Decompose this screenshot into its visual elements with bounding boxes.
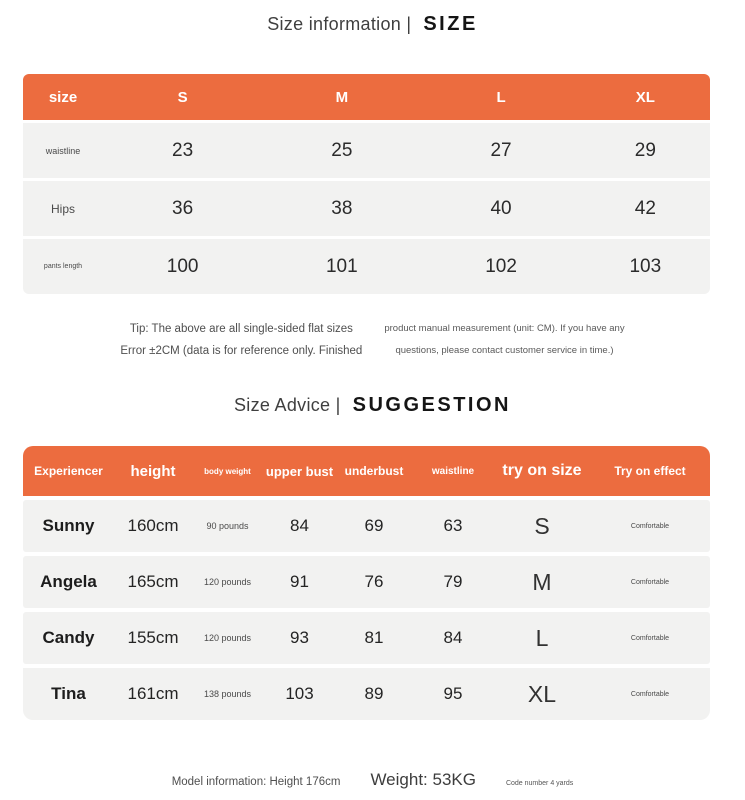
waistline-xl: 29 [634, 139, 656, 161]
height-value: 165cm [127, 572, 179, 591]
size-table [23, 74, 710, 294]
title-size-advice: Size Advice | [234, 395, 341, 415]
measurement-tip [0, 318, 745, 362]
try-on-size-value: XL [527, 680, 557, 707]
size-table-row-pants-length [23, 239, 710, 294]
header-underbust: underbust [344, 464, 404, 478]
height-value: 155cm [127, 628, 179, 647]
waistline-l: 27 [490, 139, 512, 161]
try-on-effect-value: Comfortable [630, 690, 670, 698]
header-m: M [335, 88, 349, 106]
tip-line-1: Tip: The above are all single-sided flat sizes [129, 323, 353, 335]
header-waistline: waistline [431, 465, 475, 477]
tip-line-2: Error ±2CM (data is for reference only. Finished [120, 345, 363, 357]
experiencer-name: Angela [40, 572, 97, 591]
try-on-effect-value: Comfortable [630, 578, 670, 586]
pants-length-s: 100 [166, 255, 199, 277]
pants-length-l: 102 [485, 255, 517, 277]
pants-length-xl: 103 [629, 255, 662, 277]
underbust-value: 69 [364, 516, 384, 535]
try-on-effect-value: Comfortable [630, 522, 670, 530]
waistline-s: 23 [172, 139, 194, 161]
model-info-text: Model information: Height 176cm [171, 776, 341, 788]
underbust-value: 81 [364, 628, 384, 647]
upper-bust-value: 84 [290, 516, 309, 535]
suggestion-table [23, 446, 710, 720]
try-on-size-value: M [532, 568, 552, 595]
try-on-size-value: S [534, 512, 550, 539]
try-on-effect-value: Comfortable [630, 634, 670, 642]
body-weight-value: 90 pounds [206, 521, 249, 531]
height-value: 161cm [127, 684, 179, 703]
row-label: pants length [43, 263, 83, 270]
header-xl: XL [635, 88, 655, 106]
tip-line-4: questions, please contact customer service in time.) [395, 345, 614, 356]
experiencer-name: Candy [42, 628, 95, 647]
waistline-value: 79 [443, 572, 463, 591]
code-number-text: Code number 4 yards [505, 780, 574, 787]
upper-bust-value: 91 [290, 572, 309, 591]
underbust-value: 89 [364, 684, 384, 703]
size-table-header [23, 74, 710, 120]
size-table-row-hips [23, 181, 710, 236]
suggestion-row-sunny [23, 500, 710, 552]
hips-xl: 42 [634, 197, 656, 219]
header-height: height [130, 462, 176, 480]
suggestion-row-angela [23, 556, 710, 608]
upper-bust-value: 103 [285, 684, 314, 703]
hips-m: 38 [331, 197, 353, 219]
header-try-on-size: try on size [502, 462, 582, 479]
header-s: S [177, 88, 188, 106]
header-size: size [48, 88, 78, 106]
row-label: waistline [45, 145, 81, 156]
body-weight-value: 120 pounds [203, 577, 252, 587]
header-upper-bust: upper bust [265, 463, 334, 479]
try-on-size-value: L [535, 624, 549, 651]
suggestion-row-tina [23, 668, 710, 720]
header-l: L [496, 88, 506, 106]
waistline-m: 25 [331, 139, 353, 161]
waistline-value: 63 [443, 516, 463, 535]
tip-right-column [384, 318, 624, 362]
waistline-value: 95 [443, 684, 463, 703]
title-suggestion: SUGGESTION [352, 394, 511, 416]
body-weight-value: 138 pounds [203, 689, 252, 699]
tip-line-3: product manual measurement (unit: CM). If you have any [384, 323, 625, 334]
title-size-information: Size information | [267, 14, 412, 34]
height-value: 160cm [127, 516, 179, 535]
header-experiencer: Experiencer [34, 464, 103, 478]
tip-left-column [120, 318, 362, 362]
pants-length-m: 101 [325, 255, 358, 277]
waistline-value: 84 [443, 628, 463, 647]
hips-l: 40 [490, 197, 512, 219]
experiencer-name: Tina [51, 684, 86, 703]
suggestion-row-candy [23, 612, 710, 664]
suggestion-table-header [23, 446, 710, 496]
model-weight-text: Weight: 53KG [370, 770, 476, 789]
size-information-title [0, 0, 745, 36]
underbust-value: 76 [364, 572, 384, 591]
size-table-row-waistline [23, 123, 710, 178]
title-size: SIZE [423, 13, 478, 35]
size-advice-title [0, 394, 745, 417]
experiencer-name: Sunny [42, 516, 95, 535]
row-label: Hips [50, 201, 75, 216]
header-try-on-effect: Try on effect [614, 464, 686, 478]
model-information [0, 770, 745, 790]
header-body-weight: body weight [204, 466, 251, 476]
body-weight-value: 120 pounds [203, 633, 252, 643]
upper-bust-value: 93 [290, 628, 309, 647]
hips-s: 36 [172, 197, 194, 219]
